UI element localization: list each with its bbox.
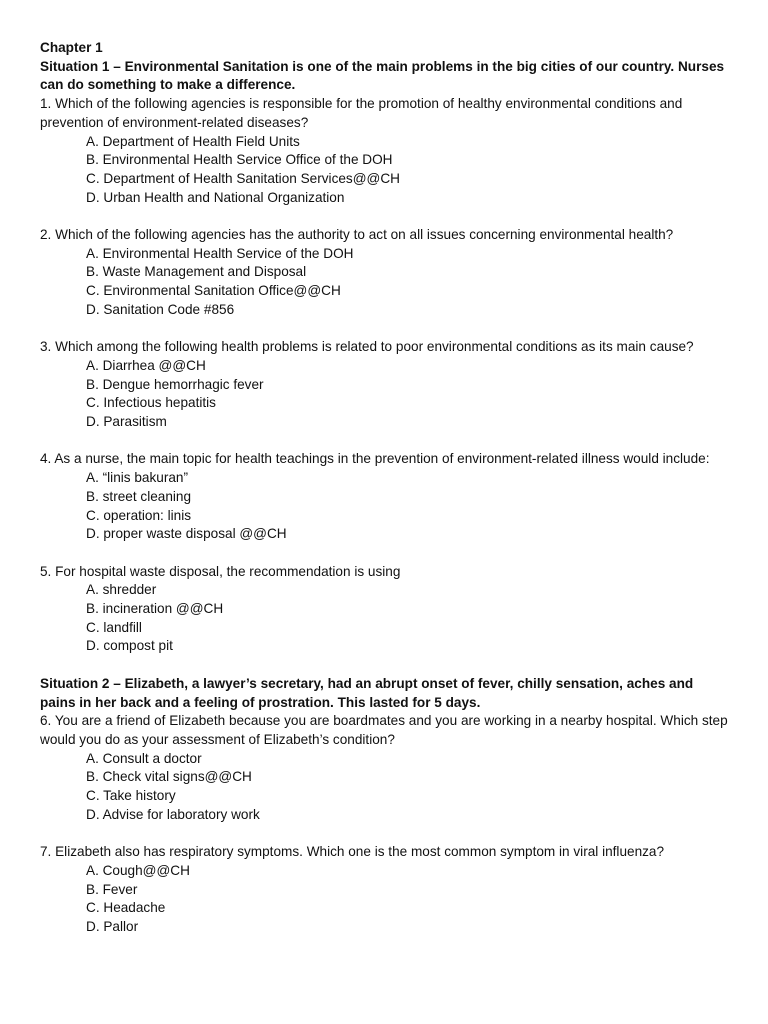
option-item: D. Pallor	[86, 918, 139, 934]
spacer	[40, 824, 730, 843]
situation-block	[40, 675, 730, 937]
spacer	[40, 320, 730, 339]
option-item: C. operation: linis	[86, 507, 192, 523]
situation-heading: Situation 1 – Environmental Sanitation is one of the main problems in the big cities of our country. Nurses can do something to make a difference.	[40, 58, 725, 93]
question-text: 5. For hospital waste disposal, the recommendation is using	[40, 563, 401, 579]
option-item: A. Diarrhea @@CH	[86, 357, 206, 373]
option-list	[40, 862, 730, 937]
option-item: A. Environmental Health Service of the DOH	[86, 245, 354, 261]
question-block	[40, 563, 730, 657]
question-block	[40, 712, 730, 824]
option-item: C. landfill	[86, 619, 142, 635]
document-page	[40, 39, 730, 937]
option-item: A. Department of Health Field Units	[86, 133, 300, 149]
option-list	[40, 469, 730, 544]
question-block	[40, 450, 730, 544]
option-item: C. Department of Health Sanitation Services@@CH	[86, 170, 400, 186]
spacer	[40, 656, 730, 675]
option-item: B. Check vital signs@@CH	[86, 769, 252, 785]
option-item: B. Dengue hemorrhagic fever	[86, 376, 264, 392]
option-item: B. Environmental Health Service Office of the DOH	[86, 152, 393, 168]
option-item: B. incineration @@CH	[86, 601, 224, 617]
option-item: D. compost pit	[86, 638, 173, 654]
option-item: B. street cleaning	[86, 488, 192, 504]
question-block	[40, 338, 730, 432]
question-block	[40, 95, 730, 207]
option-item: D. Parasitism	[86, 414, 167, 430]
question-block	[40, 226, 730, 320]
option-item: B. Fever	[86, 881, 138, 897]
option-item: D. Sanitation Code #856	[86, 301, 235, 317]
question-text: 2. Which of the following agencies has the authority to act on all issues concerning environmental health?	[40, 227, 674, 243]
option-item: A. Consult a doctor	[86, 750, 202, 766]
option-item: A. “linis bakuran”	[86, 470, 188, 486]
chapter-heading: Chapter 1	[40, 40, 103, 55]
option-list	[40, 357, 730, 432]
question-text: 6. You are a friend of Elizabeth because you are boardmates and you are working in a nearby hospital. Which step would you do as your assessment of Elizabeth’s condition?	[40, 713, 728, 747]
option-item: B. Waste Management and Disposal	[86, 264, 307, 280]
option-item: D. proper waste disposal @@CH	[86, 526, 287, 542]
question-text: 3. Which among the following health problems is related to poor environmental conditions as its main cause?	[40, 339, 694, 355]
option-list	[40, 133, 730, 208]
spacer	[40, 432, 730, 451]
option-item: C. Infectious hepatitis	[86, 395, 216, 411]
option-list	[40, 245, 730, 320]
option-item: A. shredder	[86, 582, 157, 598]
question-text: 1. Which of the following agencies is responsible for the promotion of healthy environmental conditions and prevention of environment-related diseases?	[40, 96, 683, 130]
question-text: 4. As a nurse, the main topic for health teachings in the prevention of environment-related illness would include:	[40, 451, 710, 467]
option-item: C. Environmental Sanitation Office@@CH	[86, 283, 341, 299]
option-item: A. Cough@@CH	[86, 862, 190, 878]
option-item: C. Headache	[86, 900, 166, 916]
spacer	[40, 207, 730, 226]
option-list	[40, 750, 730, 825]
option-item: D. Advise for laboratory work	[86, 806, 260, 822]
question-text: 7. Elizabeth also has respiratory symptoms. Which one is the most common symptom in viral influenza?	[40, 844, 665, 860]
option-list	[40, 581, 730, 656]
option-item: D. Urban Health and National Organization	[86, 189, 345, 205]
situation-block	[40, 58, 730, 675]
spacer	[40, 544, 730, 563]
situation-heading: Situation 2 – Elizabeth, a lawyer’s secretary, had an abrupt onset of fever, chilly sensation, aches and pains in her back and a feeling of prostration. This lasted for 5 days.	[40, 675, 694, 710]
option-item: C. Take history	[86, 788, 176, 804]
question-block	[40, 843, 730, 937]
